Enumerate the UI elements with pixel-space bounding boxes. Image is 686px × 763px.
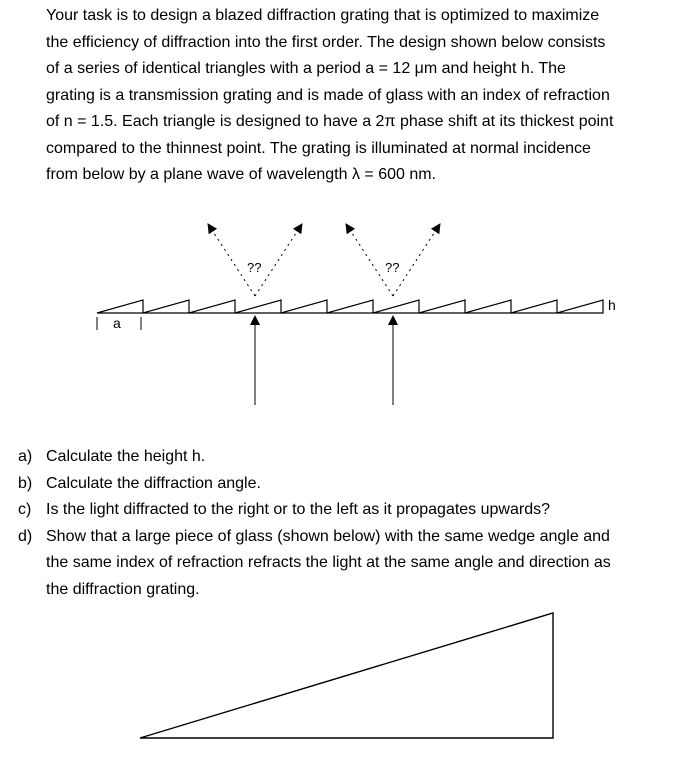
question-line: Show that a large piece of glass (shown below) with the same wedge angle and [46, 527, 610, 545]
question-text [46, 524, 678, 604]
question-item [18, 524, 678, 604]
question-text [46, 471, 678, 498]
problem-statement [46, 3, 682, 189]
question-line: Calculate the height h. [46, 448, 206, 465]
question-item [18, 497, 678, 524]
question-letter: a) [18, 448, 33, 465]
intro-line: of n = 1.5. Each triangle is designed to have a 2π phase shift at its thickest point [46, 113, 614, 130]
glass-wedge-diagram [0, 610, 686, 750]
intro-line: the efficiency of diffraction into the first order. The design shown below consists [46, 33, 606, 51]
question-item [18, 444, 678, 471]
intro-line: compared to the thinnest point. The grating is illuminated at normal incidence [46, 139, 591, 157]
question-line: the same index of refraction refracts the light at the same angle and direction as [46, 554, 611, 571]
height-label: h [608, 297, 616, 313]
question-line: the diffraction grating. [46, 580, 200, 598]
question-letter: d) [18, 527, 33, 545]
question-line: Is the light diffracted to the right or to the left as it propagates upwards? [46, 501, 550, 518]
question-text [46, 497, 678, 524]
diffracted-beam-right-2 [393, 224, 440, 296]
question-letter: b) [18, 474, 33, 492]
question-list [18, 444, 678, 603]
question-text [46, 444, 678, 471]
grating-sawtooth [97, 300, 603, 313]
intro-line: Your task is to design a blazed diffraction grating that is optimized to maximize [46, 7, 600, 24]
intro-line: of a series of identical triangles with a period a = 12 μm and height h. The [46, 60, 566, 77]
question-letter: c) [18, 501, 32, 518]
question-line: Calculate the diffraction angle. [46, 474, 261, 492]
unknown-angle-label: ?? [247, 260, 262, 275]
intro-line: from below by a plane wave of wavelength λ = 600 nm. [46, 166, 436, 183]
unknown-angle-label: ?? [385, 260, 400, 275]
diffracted-beam-right-1 [255, 224, 302, 296]
period-label: a [113, 315, 121, 331]
question-item [18, 471, 678, 498]
intro-line: grating is a transmission grating and is made of glass with an index of refraction [46, 86, 610, 104]
glass-wedge [140, 613, 553, 738]
